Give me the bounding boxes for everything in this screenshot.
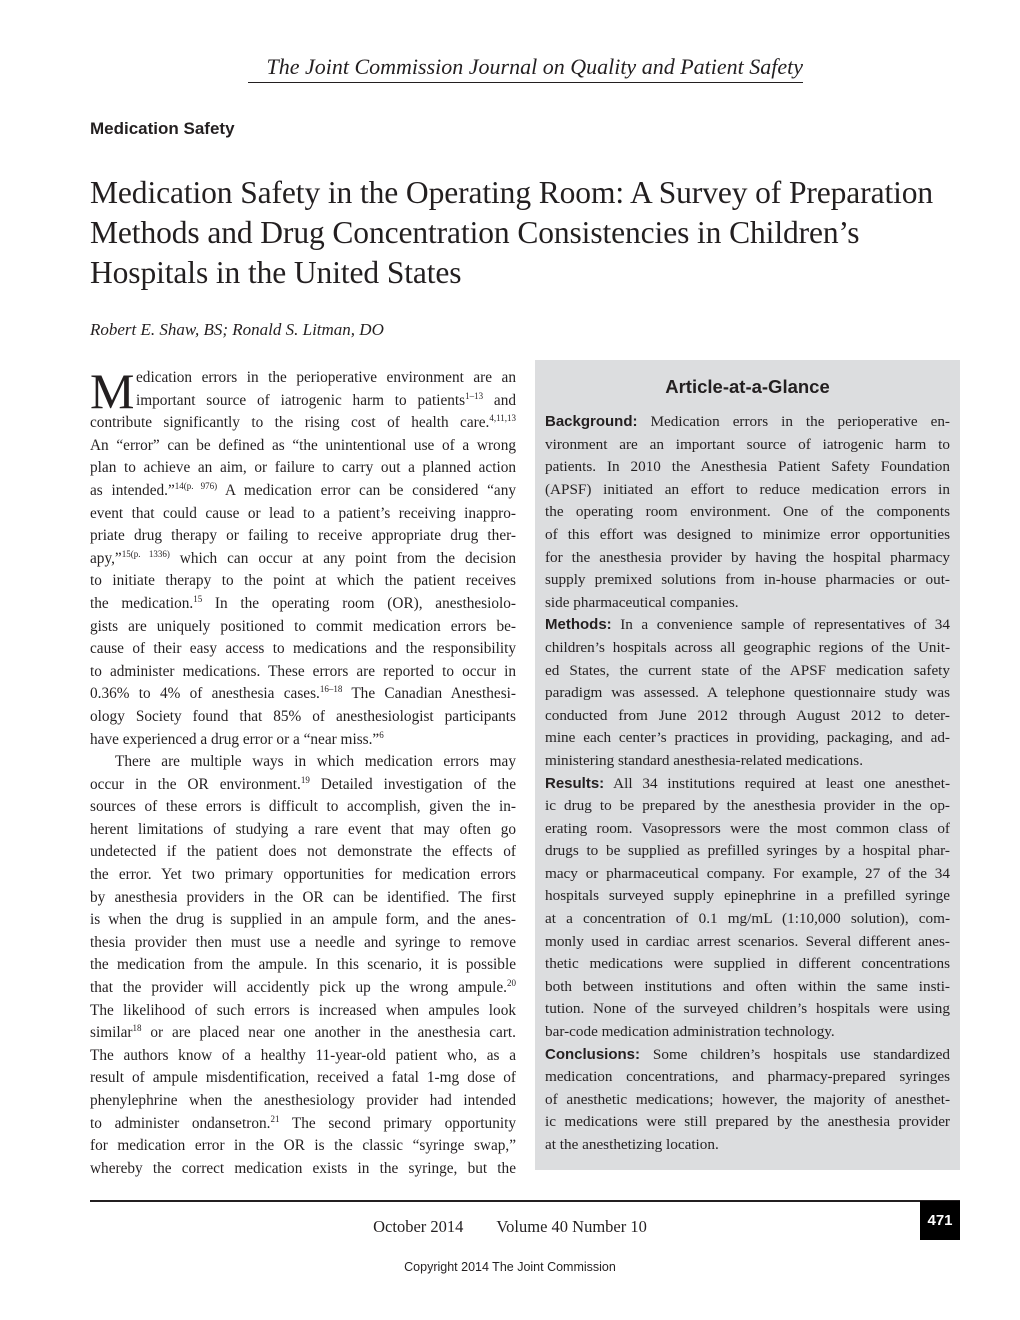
glance-text-line <box>545 818 950 841</box>
body-text-line <box>90 480 516 503</box>
glance-text-line <box>545 863 950 886</box>
text-run: The Canadian Anesthesi- <box>342 685 516 703</box>
text-run: phenylephrine when the anesthesiology provider had intended <box>90 1092 516 1109</box>
text-run: The authors know of a healthy 11-year-old patient who, as a <box>90 1046 516 1064</box>
body-text-line <box>90 525 516 548</box>
body-text-line <box>90 1113 516 1136</box>
body-text-line <box>90 864 516 887</box>
text-run: edication errors in the perioperative environment are an <box>136 369 516 386</box>
body-text-line <box>90 367 516 390</box>
text-run: macy or pharmaceutical company. For example, 27 of the 34 <box>545 864 950 882</box>
glance-text-line <box>545 614 950 637</box>
text-run: The second primary opportunity <box>279 1114 516 1132</box>
body-text-line <box>90 616 516 639</box>
body-text-line <box>90 841 516 864</box>
glance-text-line <box>545 750 950 773</box>
glance-text-line <box>545 931 950 954</box>
citation-superscript: 18 <box>132 1023 142 1034</box>
text-run: the medication from the ampule. In this scenario, it is possible <box>90 956 516 974</box>
text-run: An “error” can be defined as “the unintentional use of a wrong <box>90 436 516 454</box>
text-run: bar-code medication administration technology. <box>545 1023 835 1041</box>
glance-text-line <box>545 705 950 728</box>
citation-superscript: 14(p. 976) <box>174 480 218 491</box>
citation-superscript: 15(p. 1336) <box>121 548 170 559</box>
author-list: Robert E. Shaw, BS; Ronald S. Litman, DO <box>90 320 384 339</box>
text-run: A medication error can be considered “any <box>217 481 516 499</box>
body-text-line <box>90 774 516 797</box>
text-run: to administer medications. These errors are reported to occur in <box>90 662 516 680</box>
copyright-notice: Copyright 2014 The Joint Commission <box>404 1260 616 1274</box>
text-run: ology Society found that 85% of anesthesiologist participants <box>90 707 516 725</box>
body-text-line <box>90 435 516 458</box>
glance-text-line <box>545 976 950 999</box>
text-run: Some children’s hospitals use standardized <box>640 1045 950 1063</box>
text-run: herent limitations of studying a rare event that may often go <box>90 820 516 838</box>
text-run: result of ampule misdentification, received a fatal 1-mg dose of <box>90 1069 516 1087</box>
article-at-a-glance-box <box>535 360 960 1170</box>
text-run: ed States, the current state of the APSF medication safety <box>545 661 950 679</box>
text-run: thetic medications were supplied in different concentrations <box>545 955 950 973</box>
body-text-line <box>90 932 516 955</box>
text-run: conducted from June 2012 through August 2012 to deter- <box>545 706 950 724</box>
glance-text-line <box>545 1111 950 1134</box>
body-text-line <box>90 1158 516 1181</box>
glance-text-line <box>545 569 950 592</box>
body-text-line <box>90 390 516 413</box>
body-text-line <box>90 638 516 661</box>
glance-text-line <box>545 998 950 1021</box>
body-text-line <box>90 457 516 480</box>
body-text-line <box>90 570 516 593</box>
text-run: monly used in cardiac arrest scenarios. Several different anes- <box>545 932 950 950</box>
body-text-line <box>90 548 516 571</box>
text-run: or are placed near one another in the anesthesia cart. <box>141 1024 516 1042</box>
glance-body <box>545 411 950 1157</box>
glance-text-line <box>545 840 950 863</box>
text-run: as intended.” <box>90 481 175 499</box>
text-run: cause of their easy access to medications and the responsibility <box>90 640 516 658</box>
text-run: have experienced a drug error or a “near miss.” <box>90 730 380 748</box>
text-run: tution. None of the surveyed children’s hospitals were using <box>545 1000 950 1018</box>
body-text-line <box>90 751 516 774</box>
body-text-line <box>90 412 516 435</box>
glance-text-line <box>545 479 950 502</box>
text-run: (APSF) initiated an effort to reduce medication errors in <box>545 480 950 498</box>
text-run: by anesthesia providers in the OR can be identified. The first <box>90 888 516 906</box>
glance-section-label: Methods: <box>545 616 612 634</box>
glance-text-line <box>545 434 950 457</box>
text-run: of this effort was designed to minimize error opportunities <box>545 525 950 543</box>
glance-text-line <box>545 547 950 570</box>
text-run: hospitals surveyed supply epinephrine in a prefilled syringe <box>545 887 950 905</box>
text-run: In the operating room (OR), anesthesiolo- <box>202 594 516 612</box>
text-run: important source of iatrogenic harm to patients <box>136 391 466 409</box>
text-run: thesia provider then must use a needle and syringe to remove <box>90 933 516 951</box>
glance-text-line <box>545 1021 950 1044</box>
glance-text-line <box>545 1066 950 1089</box>
glance-section-label: Background: <box>545 413 638 430</box>
text-run: is when the drug is supplied in an ampule form, and the anes- <box>90 911 516 929</box>
text-run: In a convenience sample of representatives of 34 <box>611 616 950 634</box>
body-text-line <box>90 1022 516 1045</box>
journal-title: The Joint Commission Journal on Quality and Patient Safety <box>248 54 803 83</box>
glance-section-label: Results: <box>545 774 605 792</box>
body-text-line <box>90 593 516 616</box>
issue-info: October 2014 Volume 40 Number 10 <box>373 1217 647 1236</box>
glance-text-line <box>545 456 950 479</box>
article-title <box>90 173 970 293</box>
body-text-line <box>90 503 516 526</box>
body-text-line <box>90 729 516 752</box>
glance-text-line <box>545 660 950 683</box>
text-run: 0.36% to 4% of anesthesia cases. <box>90 685 320 703</box>
citation-superscript: 19 <box>300 774 310 785</box>
body-text-line <box>90 1067 516 1090</box>
glance-text-line <box>545 953 950 976</box>
glance-text-line <box>545 411 950 434</box>
text-run: for the anesthesia provider by having the hospital pharmacy <box>545 548 950 566</box>
text-run: gists are uniquely positioned to commit medication errors be- <box>90 617 516 635</box>
glance-text-line <box>545 524 950 547</box>
glance-text-line <box>545 1134 950 1157</box>
text-run: priate drug therapy or failing to receive appropriate drug ther- <box>90 527 516 545</box>
text-run: There are multiple ways in which medication errors may <box>115 753 516 771</box>
text-run: to administer ondansetron. <box>90 1114 271 1132</box>
citation-superscript: 4,11,13 <box>489 413 516 424</box>
glance-text-line <box>545 592 950 615</box>
text-run: occur in the OR environment. <box>90 775 301 793</box>
text-run: to initiate therapy to the point at which the patient receives <box>90 572 516 590</box>
text-run: similar <box>90 1024 133 1042</box>
glance-heading: Article-at-a-Glance <box>665 376 830 397</box>
text-run: Medication errors in the perioperative en- <box>637 413 950 430</box>
text-run: whereby the correct medication exists in the syringe, but the <box>90 1159 516 1177</box>
text-run: supply premixed solutions from in-house pharmacies or out- <box>545 571 950 589</box>
citation-superscript: 15 <box>193 593 203 604</box>
text-run: at a concentration of 0.1 mg/mL (1:10,000 solution), com- <box>545 910 950 928</box>
body-text-line <box>90 909 516 932</box>
footer-divider <box>90 1200 960 1202</box>
body-text-line <box>90 954 516 977</box>
body-text-line <box>90 887 516 910</box>
citation-superscript: 16–18 <box>319 684 343 695</box>
citation-superscript: 20 <box>507 978 516 989</box>
glance-text-line <box>545 1044 950 1067</box>
text-run: the error. Yet two primary opportunities for medication errors <box>90 866 516 884</box>
glance-text-line <box>545 682 950 705</box>
text-run: the operating room environment. One of the components <box>545 503 950 521</box>
text-run: plan to achieve an aim, or failure to carry out a planned action <box>90 459 516 477</box>
text-run: children’s hospitals across all geographic regions of the Unit- <box>545 638 950 656</box>
text-run: paradigm was assessed. A telephone questionnaire study was <box>545 684 950 702</box>
page-number: 471 <box>920 1201 960 1240</box>
text-run: ic medications were still prepared by the anesthesia provider <box>545 1113 950 1131</box>
body-text-line <box>90 1000 516 1023</box>
section-label: Medication Safety <box>90 119 235 138</box>
glance-text-line <box>545 908 950 931</box>
text-run: patients. In 2010 the Anesthesia Patient Safety Foundation <box>545 458 950 476</box>
article-title-line: Methods and Drug Concentration Consistencies in Children’s <box>90 215 860 250</box>
text-run: ministering standard anesthesia-related medications. <box>545 751 863 769</box>
glance-text-line <box>545 1089 950 1112</box>
article-title-line: Hospitals in the United States <box>90 255 462 290</box>
article-title-line: Medication Safety in the Operating Room: A Survey of Preparation <box>90 175 934 210</box>
text-run: both between institutions and often within the same insti- <box>545 977 950 995</box>
glance-text-line <box>545 885 950 908</box>
text-run: side pharmaceutical companies. <box>545 593 739 611</box>
body-text-line <box>90 796 516 819</box>
glance-text-line <box>545 501 950 524</box>
body-text-line <box>90 661 516 684</box>
glance-text-line <box>545 727 950 750</box>
text-run: drugs to be supplied as prefilled syringes by a hospital phar- <box>545 842 950 860</box>
text-run: vironment are an important source of iatrogenic harm to <box>545 435 950 453</box>
text-run: apy,” <box>90 549 122 567</box>
text-run: undetected if the patient does not demonstrate the effects of <box>90 843 516 861</box>
citation-superscript: 1–13 <box>465 390 484 401</box>
body-text-line <box>90 683 516 706</box>
text-run: of anesthetic medications; however, the majority of anesthet- <box>545 1090 950 1108</box>
text-run: ic drug to be prepared by the anesthesia provider in the op- <box>545 797 950 815</box>
text-run: that the provider will accidently pick up the wrong ampule. <box>90 979 507 997</box>
text-run: event that could cause or lead to a patient’s receiving inappro- <box>90 504 516 522</box>
text-run: medication concentrations, and pharmacy-prepared syringes <box>545 1068 950 1086</box>
citation-superscript: 6 <box>379 729 384 740</box>
text-run: for medication error in the OR is the classic “syringe swap,” <box>90 1137 516 1155</box>
drop-cap: M <box>90 363 135 419</box>
text-run: All 34 institutions required at least one anesthet- <box>604 774 950 792</box>
text-run: the medication. <box>90 594 194 612</box>
text-run: Detailed investigation of the <box>309 775 516 793</box>
body-text-line <box>90 819 516 842</box>
text-run: sources of these errors is difficult to accomplish, given the in- <box>90 798 516 816</box>
body-text-line <box>90 1045 516 1068</box>
body-text-line <box>90 706 516 729</box>
glance-text-line <box>545 773 950 796</box>
body-text-line <box>90 977 516 1000</box>
text-run: erating room. Vasopressors were the most common class of <box>545 819 950 837</box>
body-text-column <box>90 363 516 1180</box>
glance-section-label: Conclusions: <box>545 1045 641 1063</box>
text-run: The likelihood of such errors is increased when ampules look <box>90 1001 516 1019</box>
text-run: at the anesthetizing location. <box>545 1136 719 1153</box>
body-text-line <box>90 1090 516 1113</box>
glance-text-line <box>545 637 950 660</box>
text-run: which can occur at any point from the decision <box>169 549 516 567</box>
glance-text-line <box>545 795 950 818</box>
text-run: contribute significantly to the rising cost of health care. <box>90 414 490 432</box>
text-run: and <box>483 391 516 409</box>
body-text-line <box>90 1135 516 1158</box>
text-run: mine each center’s practices in providing, packaging, and ad- <box>545 729 950 747</box>
citation-superscript: 21 <box>270 1113 280 1124</box>
